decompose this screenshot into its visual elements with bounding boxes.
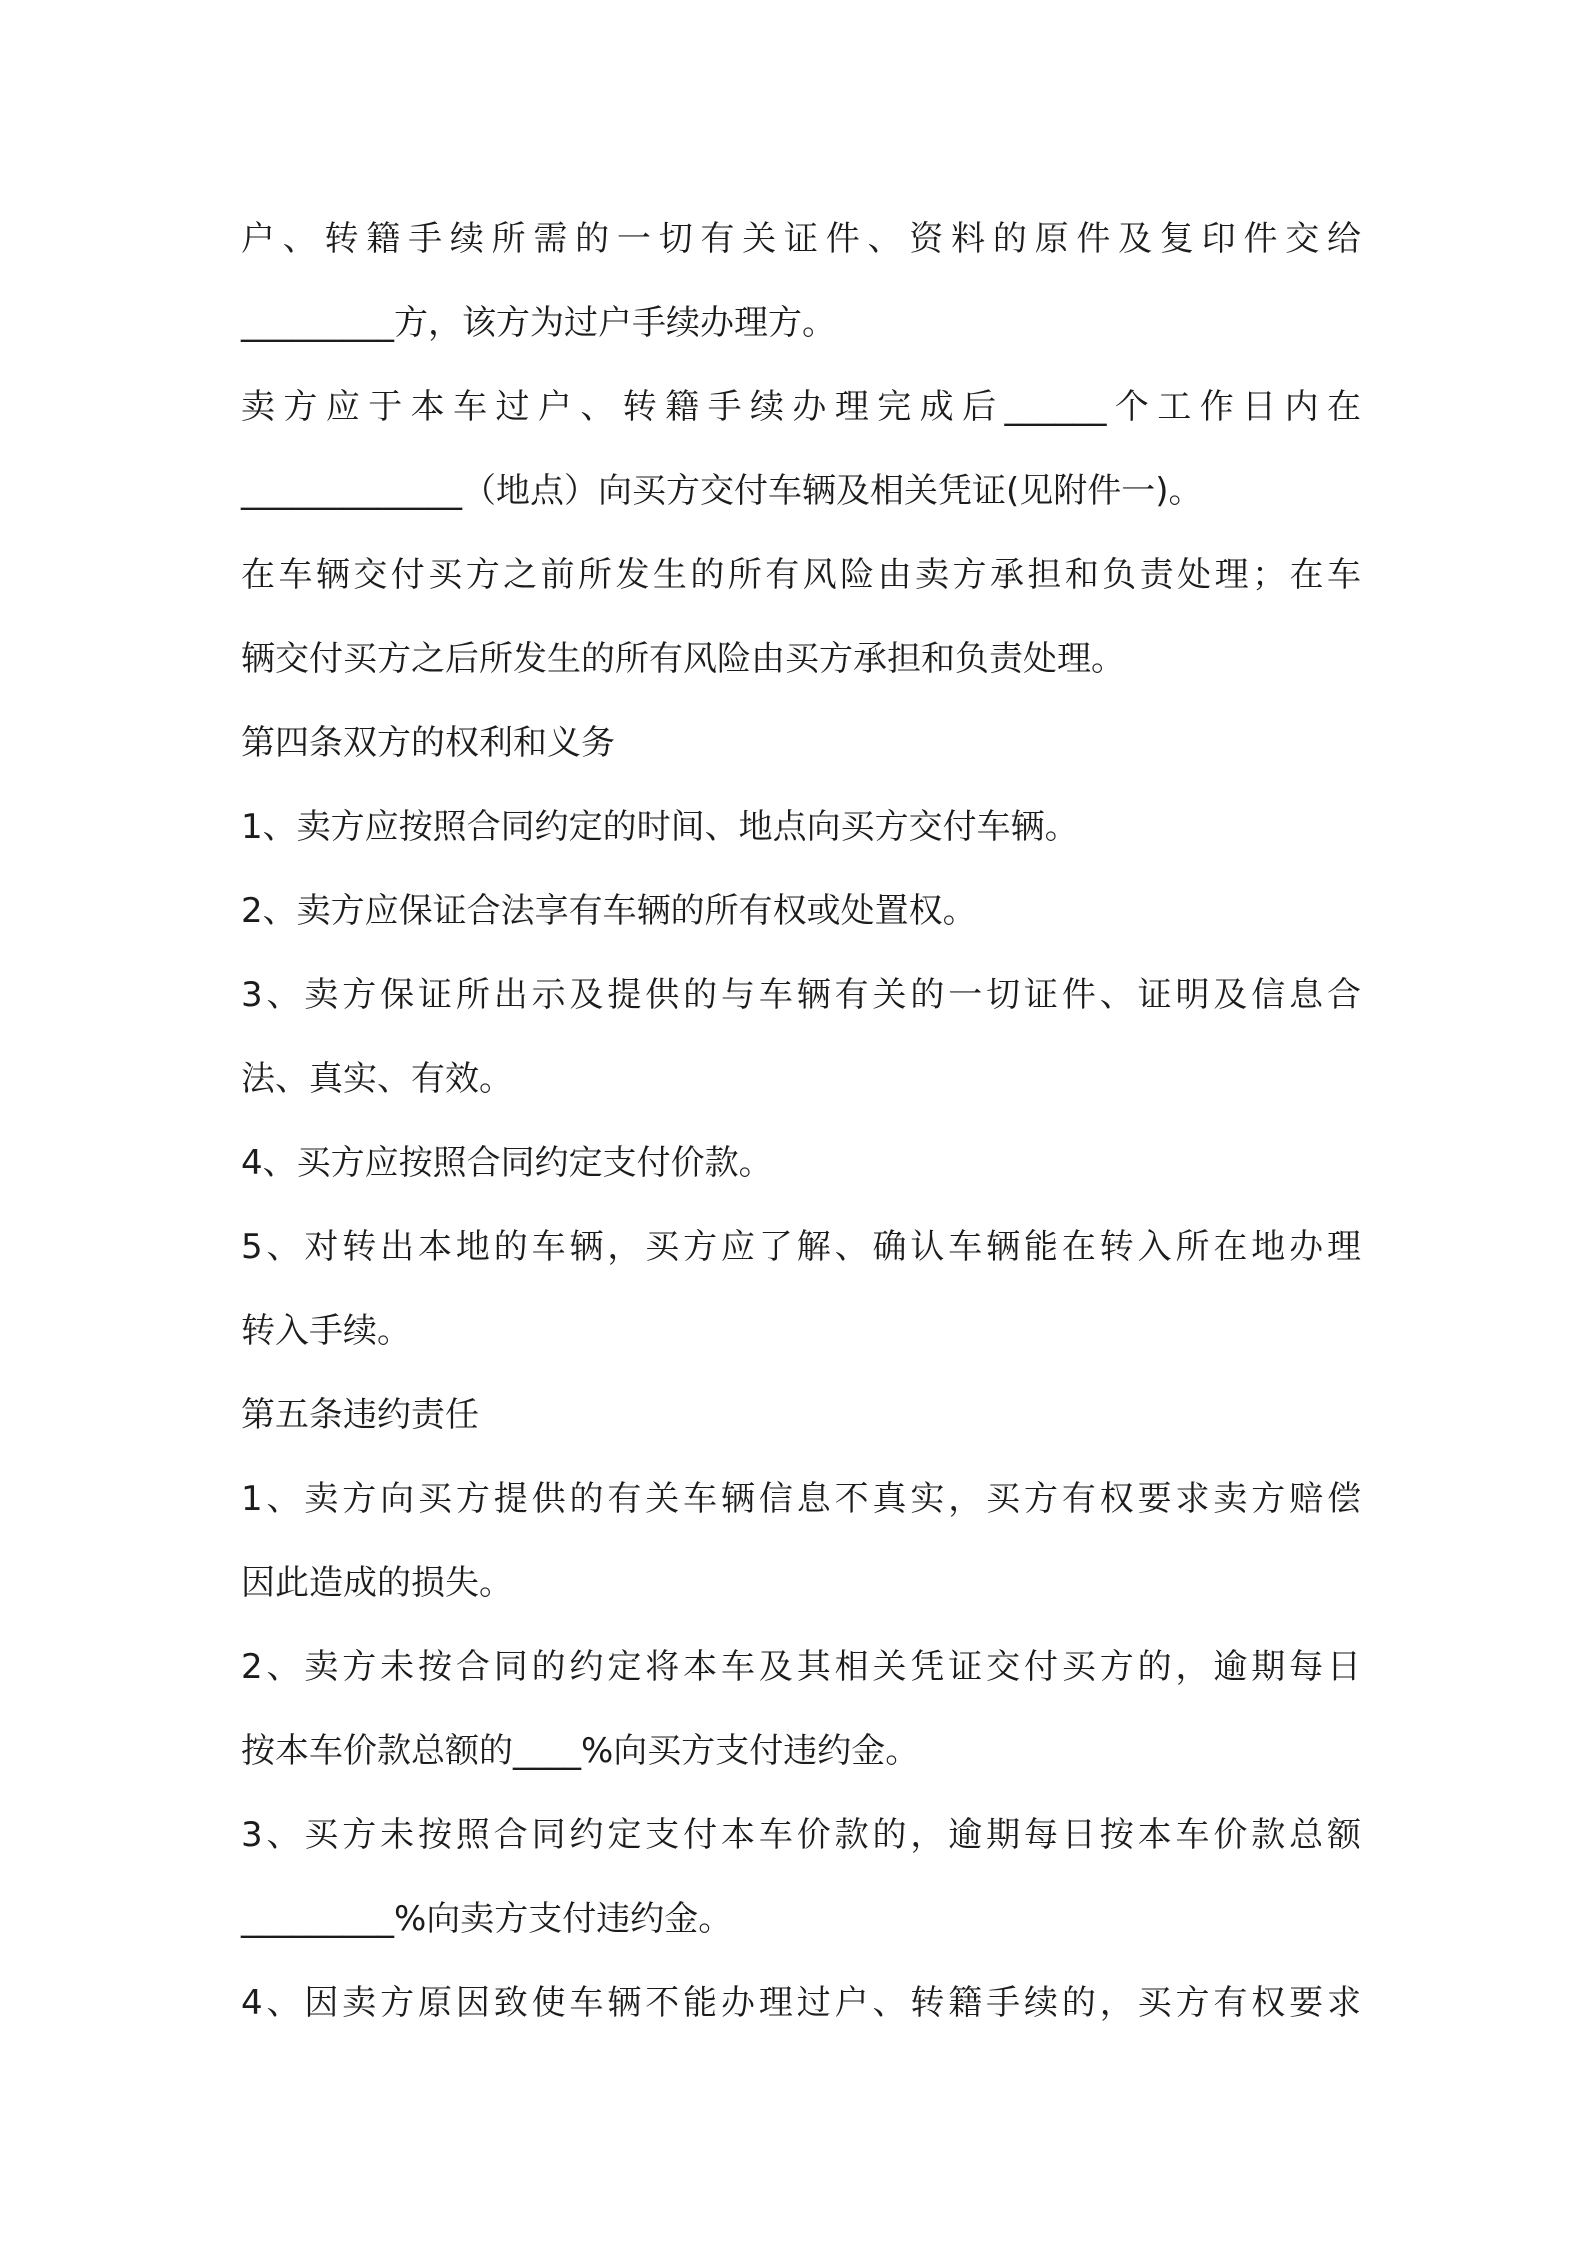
text-line: 户、转籍手续所需的一切有关证件、资料的原件及复印件交给: [241, 219, 1361, 259]
text-line: 因此造成的损失。: [241, 1563, 513, 1603]
text-line: 1、卖方向买方提供的有关车辆信息不真实，买方有权要求卖方赔偿: [241, 1479, 1361, 1519]
text-line: 4、买方应按照合同约定支付价款。: [241, 1143, 773, 1183]
text-line: 法、真实、有效。: [241, 1059, 513, 1099]
text-line: 3、卖方保证所出示及提供的与车辆有关的一切证件、证明及信息合: [241, 975, 1361, 1015]
text-line: 2、卖方未按合同的约定将本车及其相关凭证交付买方的，逾期每日: [241, 1647, 1361, 1687]
text-line: 辆交付买方之后所发生的所有风险由买方承担和负责处理。: [241, 639, 1125, 679]
text-line: 按本车价款总额的____%向买方支付违约金。: [241, 1731, 920, 1771]
text-line: 3、买方未按照合同约定支付本车价款的，逾期每日按本车价款总额: [241, 1815, 1361, 1855]
text-line: _____________（地点）向买方交付车辆及相关凭证(见附件一)。: [241, 471, 1203, 511]
text-line: 1、卖方应按照合同约定的时间、地点向买方交付车辆。: [241, 807, 1079, 847]
text-line: 2、卖方应保证合法享有车辆的所有权或处置权。: [241, 891, 977, 931]
text-line: 4、因卖方原因致使车辆不能办理过户、转籍手续的，买方有权要求: [241, 1983, 1361, 2023]
text-line: _________方，该方为过户手续办理方。: [241, 303, 836, 343]
text-line: 5、对转出本地的车辆，买方应了解、确认车辆能在转入所在地办理: [241, 1227, 1361, 1267]
text-line: _________%向卖方支付违约金。: [241, 1899, 733, 1939]
section-heading: 第五条违约责任: [241, 1395, 479, 1435]
text-line: 转入手续。: [241, 1311, 411, 1351]
text-line: 在车辆交付买方之前所发生的所有风险由卖方承担和负责处理；在车: [241, 555, 1361, 595]
document-body: [241, 197, 1361, 2045]
text-line: 卖方应于本车过户、转籍手续办理完成后______个工作日内在: [241, 387, 1361, 427]
section-heading: 第四条双方的权利和义务: [241, 723, 615, 763]
